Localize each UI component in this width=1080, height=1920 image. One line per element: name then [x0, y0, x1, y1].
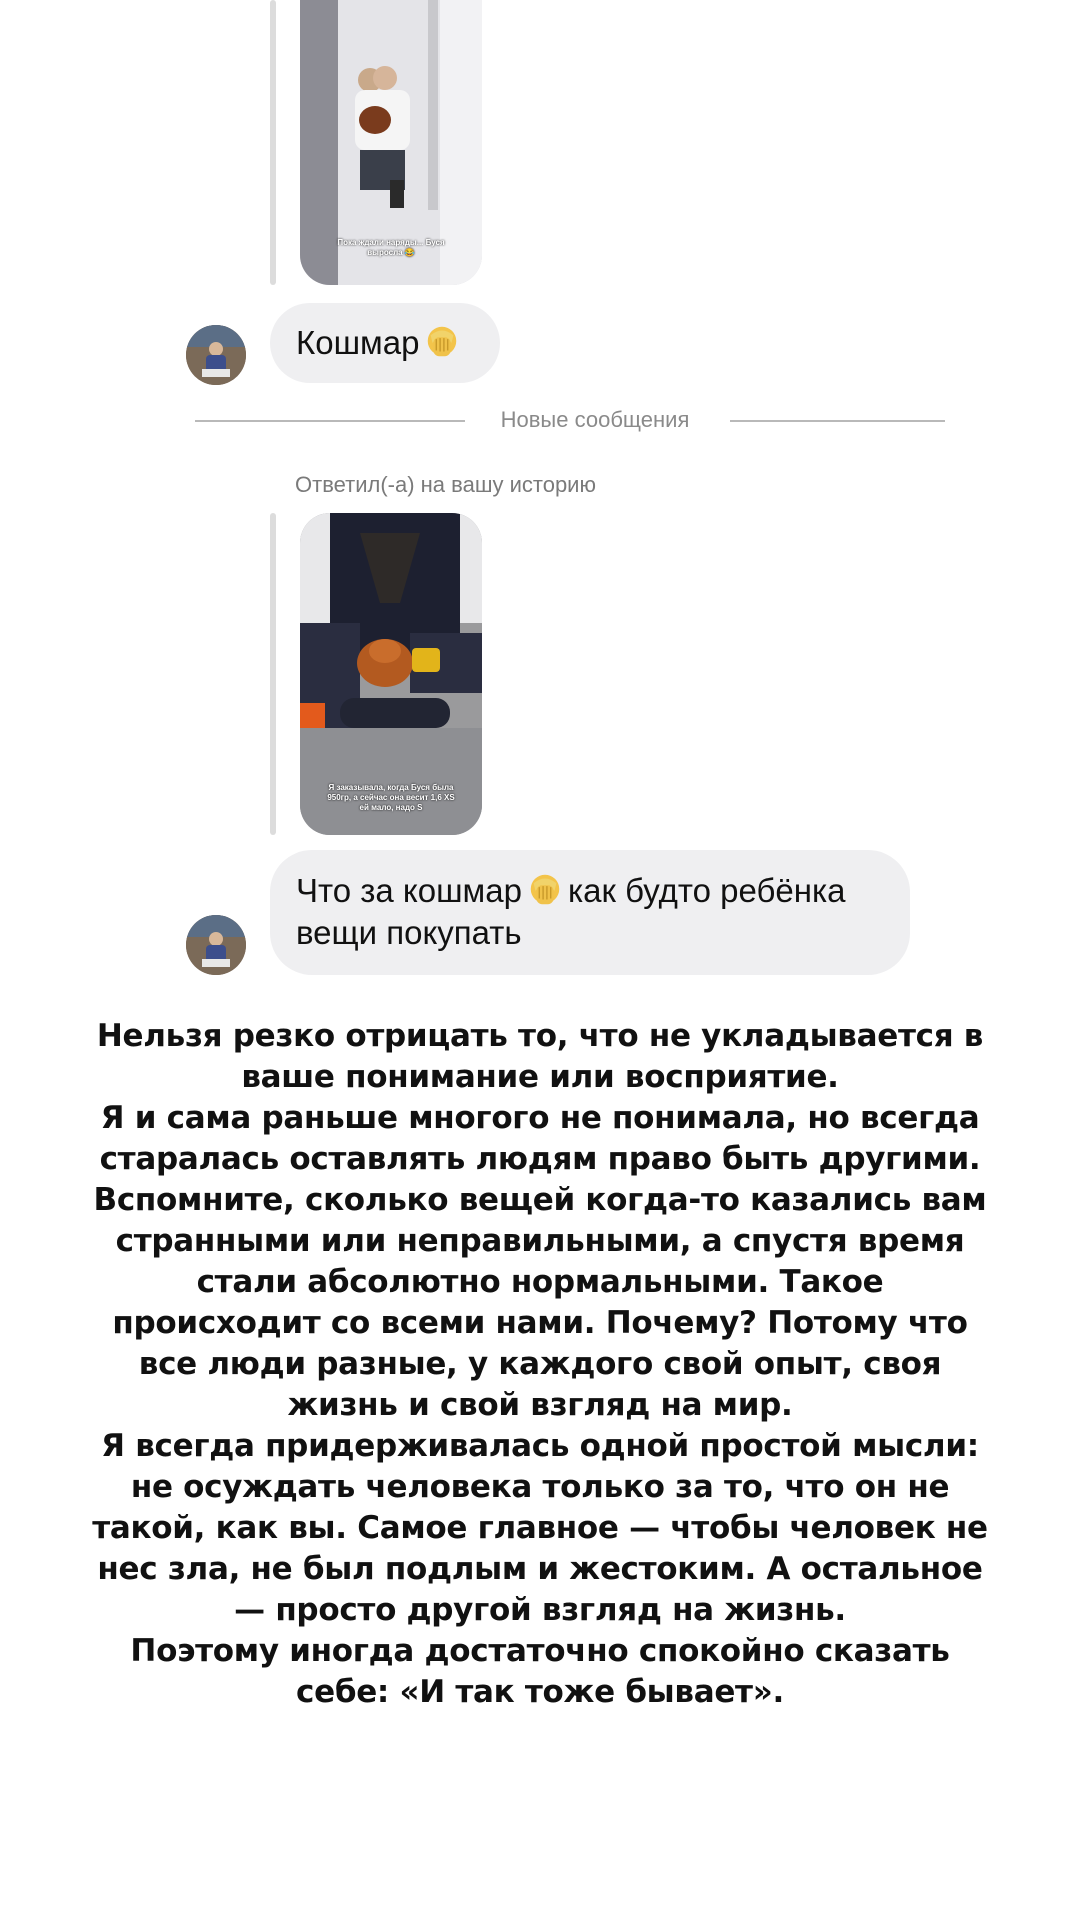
text-line: себе: «И так тоже бывает».: [296, 1674, 784, 1710]
message-bubble[interactable]: [270, 303, 500, 383]
text-line: старалась оставлять людям право быть другими.: [99, 1141, 981, 1177]
text-line: такой, как вы. Самое главное — чтобы человек не: [92, 1510, 988, 1546]
text-line: Вспомните, сколько вещей когда-то казались вам: [93, 1182, 987, 1218]
story-thumbnail[interactable]: [300, 513, 482, 835]
message-line-2: вещи покупать: [296, 914, 522, 951]
message-text: Кошмар: [296, 324, 420, 361]
divider-line-left: [195, 420, 465, 422]
message-bubble[interactable]: [270, 850, 910, 975]
reply-indicator-bar: [270, 0, 276, 285]
text-line: Я всегда придерживалась одной простой мысли:: [101, 1428, 979, 1464]
new-messages-divider: Новые сообщения: [500, 407, 690, 432]
text-line: Нельзя резко отрицать то, что не укладывается в: [96, 1018, 984, 1054]
text-line: происходит со всеми нами. Почему? Потому что: [112, 1305, 968, 1341]
story-caption: Пока ждали наряды... Буся выросла 😂: [337, 238, 445, 257]
reply-indicator-bar: [270, 513, 276, 835]
text-line: странными или неправильными, а спустя время: [115, 1223, 965, 1259]
avatar[interactable]: [186, 915, 246, 975]
text-line: ваше понимание или восприятие.: [241, 1059, 839, 1095]
story-caption: Я заказывала, когда Буся была 950гр, а сейчас она весит 1,6 XS ей мало, надо S: [327, 783, 455, 812]
message-line-1: Что за кошмар как будто ребёнка: [296, 872, 846, 909]
text-line: не осуждать человека только за то, что он не: [130, 1469, 950, 1505]
text-line: жизнь и свой взгляд на мир.: [287, 1387, 793, 1423]
text-line: — просто другой взгляд на жизнь.: [234, 1592, 846, 1628]
divider-line-right: [730, 420, 945, 422]
face-palm-emoji-icon: [526, 870, 564, 908]
text-line: нес зла, не был подлым и жестоким. А остальное: [97, 1551, 983, 1587]
story-thumbnail[interactable]: [300, 0, 482, 285]
text-line: стали абсолютно нормальными. Такое: [196, 1264, 884, 1300]
face-palm-emoji-icon: [423, 322, 461, 360]
text-line: Я и сама раньше многого не понимала, но всегда: [100, 1100, 980, 1136]
avatar[interactable]: [186, 325, 246, 385]
text-line: все люди разные, у каждого свой опыт, своя: [138, 1346, 942, 1382]
reply-to-story-label: Ответил(-а) на вашу историю: [295, 472, 596, 497]
story-text-block: [60, 1016, 1020, 1713]
text-line: Поэтому иногда достаточно спокойно сказать: [130, 1633, 950, 1669]
